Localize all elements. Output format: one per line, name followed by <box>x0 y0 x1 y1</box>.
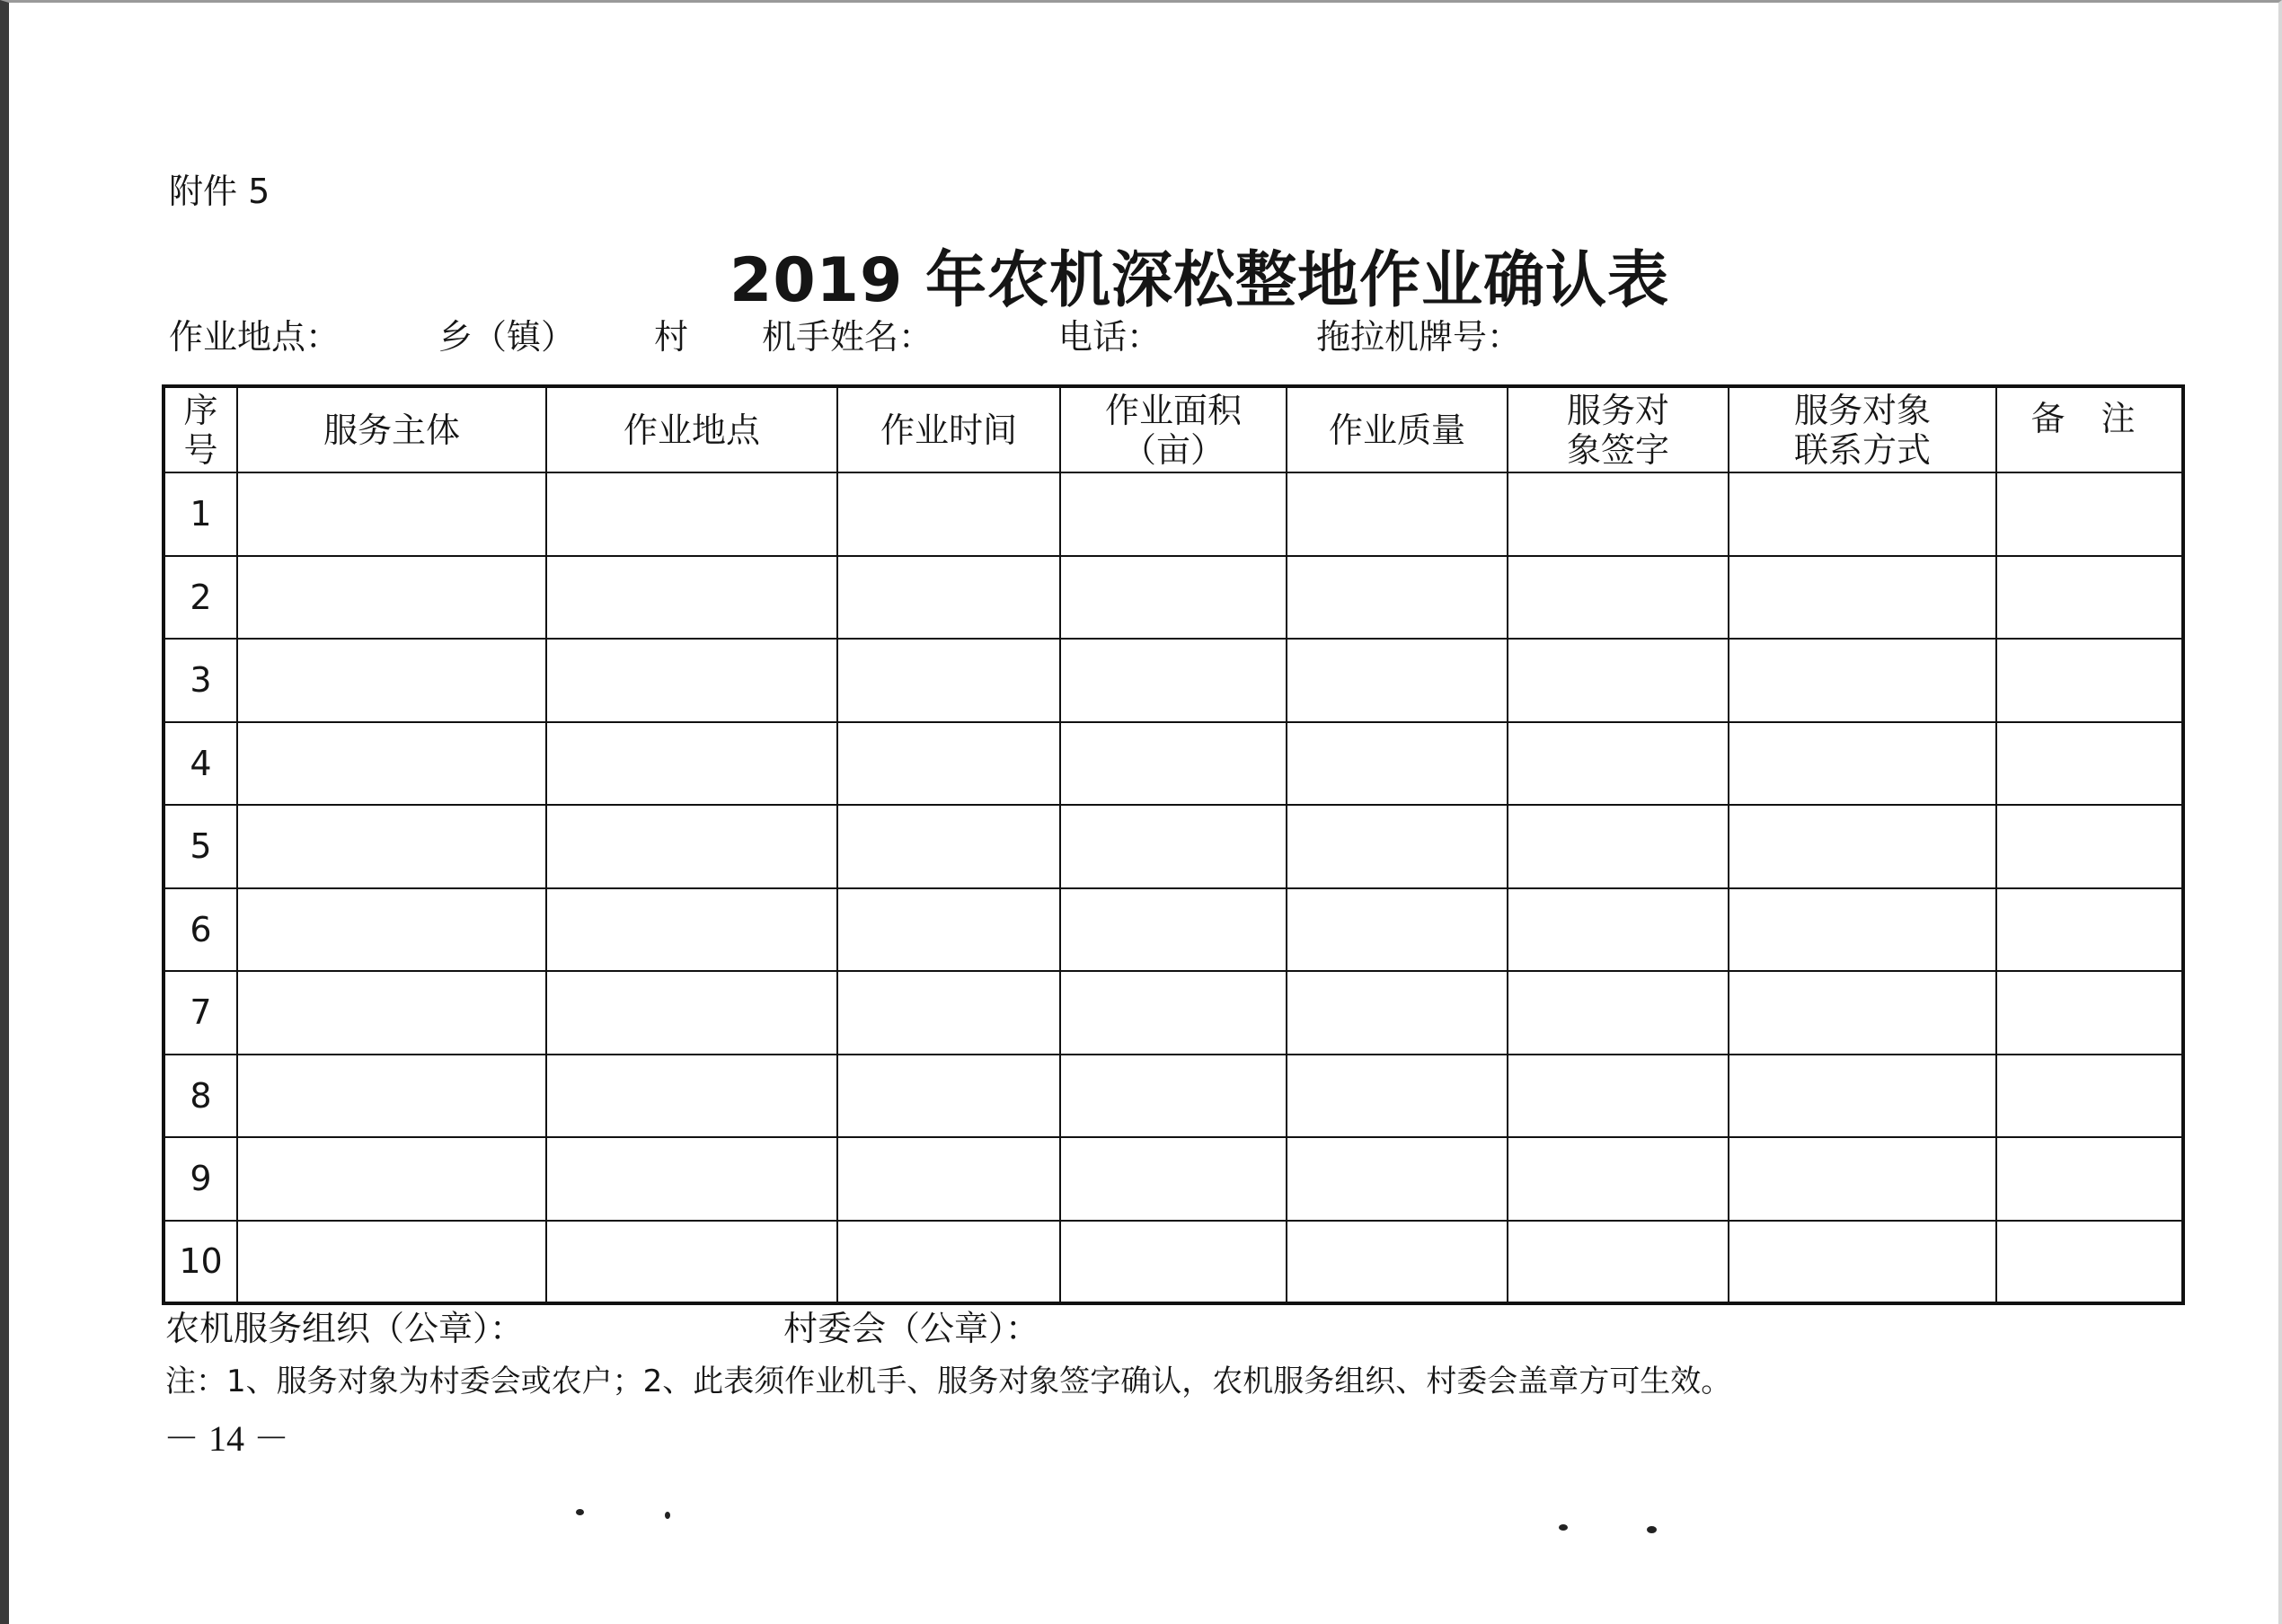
header-location: 作业地点 <box>546 386 837 472</box>
cell-area[interactable] <box>1060 805 1287 888</box>
cell-remark[interactable] <box>1996 472 2183 556</box>
township-label: 乡（镇） <box>438 317 576 357</box>
table-row <box>164 971 2183 1055</box>
cell-contact[interactable] <box>1729 1137 1996 1221</box>
cell-location[interactable] <box>546 888 837 972</box>
footnote: 注：1、服务对象为村委会或农户；2、此表须作业机手、服务对象签字确认，农机服务组织、村委会盖章方可生效。 <box>165 1364 1732 1399</box>
operator-name-label: 机手姓名： <box>762 317 933 357</box>
table-row <box>164 472 2183 556</box>
cell-contact[interactable] <box>1729 722 1996 806</box>
cell-area[interactable] <box>1060 1137 1287 1221</box>
cell-quality[interactable] <box>1287 888 1508 972</box>
confirmation-table <box>162 384 2185 1305</box>
row-number: 6 <box>164 888 237 972</box>
cell-quality[interactable] <box>1287 805 1508 888</box>
cell-location[interactable] <box>546 1221 837 1304</box>
row-number: 1 <box>164 472 237 556</box>
row-number: 7 <box>164 971 237 1055</box>
table-row <box>164 639 2183 722</box>
table-row <box>164 556 2183 640</box>
cell-signature[interactable] <box>1508 971 1729 1055</box>
cell-location[interactable] <box>546 639 837 722</box>
cell-time[interactable] <box>837 1137 1060 1221</box>
cell-location[interactable] <box>546 472 837 556</box>
cell-signature[interactable] <box>1508 888 1729 972</box>
cell-signature[interactable] <box>1508 1221 1729 1304</box>
row-number: 3 <box>164 639 237 722</box>
attachment-label: 附件 5 <box>169 172 270 211</box>
village-label: 村 <box>654 317 689 357</box>
cell-signature[interactable] <box>1508 722 1729 806</box>
header-contact: 服务对象 联系方式 <box>1729 386 1996 472</box>
cell-location[interactable] <box>546 556 837 640</box>
scan-speck <box>665 1512 670 1519</box>
cell-area[interactable] <box>1060 971 1287 1055</box>
cell-contact[interactable] <box>1729 971 1996 1055</box>
table-row <box>164 722 2183 806</box>
cell-location[interactable] <box>546 1137 837 1221</box>
cell-time[interactable] <box>837 1221 1060 1304</box>
title-text: 2019 年农机深松整地作业确认表 <box>730 245 1669 316</box>
cell-time[interactable] <box>837 722 1060 806</box>
row-number: 5 <box>164 805 237 888</box>
cell-contact[interactable] <box>1729 556 1996 640</box>
cell-area[interactable] <box>1060 639 1287 722</box>
table-row <box>164 805 2183 888</box>
cell-provider[interactable] <box>237 805 546 888</box>
header-signature: 服务对 象签字 <box>1508 386 1729 472</box>
page-number: － 14 － <box>164 1418 289 1459</box>
cell-signature[interactable] <box>1508 639 1729 722</box>
cell-provider[interactable] <box>237 1221 546 1304</box>
cell-contact[interactable] <box>1729 1221 1996 1304</box>
village-committee-seal-label: 村委会（公章）： <box>783 1309 1040 1348</box>
row-number: 9 <box>164 1137 237 1221</box>
cell-provider[interactable] <box>237 472 546 556</box>
cell-time[interactable] <box>837 639 1060 722</box>
cell-contact[interactable] <box>1729 888 1996 972</box>
table-row <box>164 888 2183 972</box>
cell-contact[interactable] <box>1729 639 1996 722</box>
row-number: 2 <box>164 556 237 640</box>
cell-provider[interactable] <box>237 888 546 972</box>
row-number: 8 <box>164 1055 237 1138</box>
org-seal-label: 农机服务组织（公章）： <box>165 1309 525 1348</box>
cell-signature[interactable] <box>1508 1055 1729 1138</box>
cell-area[interactable] <box>1060 556 1287 640</box>
cell-provider[interactable] <box>237 556 546 640</box>
cell-remark[interactable] <box>1996 1137 2183 1221</box>
cell-provider[interactable] <box>237 971 546 1055</box>
table-body <box>164 472 2183 1303</box>
table-header-row <box>164 386 2183 472</box>
cell-quality[interactable] <box>1287 1055 1508 1138</box>
header-quality: 作业质量 <box>1287 386 1508 472</box>
cell-remark[interactable] <box>1996 639 2183 722</box>
cell-quality[interactable] <box>1287 722 1508 806</box>
location-label: 作业地点： <box>169 317 341 357</box>
cell-quality[interactable] <box>1287 472 1508 556</box>
page-title <box>0 232 2282 319</box>
cell-remark[interactable] <box>1996 722 2183 806</box>
scan-speck <box>576 1509 584 1515</box>
cell-time[interactable] <box>837 1055 1060 1138</box>
cell-remark[interactable] <box>1996 1221 2183 1304</box>
header-time: 作业时间 <box>837 386 1060 472</box>
tractor-plate-label: 拖拉机牌号： <box>1316 317 1522 357</box>
cell-time[interactable] <box>837 805 1060 888</box>
cell-area[interactable] <box>1060 888 1287 972</box>
cell-remark[interactable] <box>1996 556 2183 640</box>
cell-contact[interactable] <box>1729 1055 1996 1138</box>
cell-quality[interactable] <box>1287 971 1508 1055</box>
cell-provider[interactable] <box>237 1055 546 1138</box>
row-number: 4 <box>164 722 237 806</box>
cell-quality[interactable] <box>1287 639 1508 722</box>
header-area: 作业面积 （亩） <box>1060 386 1287 472</box>
header-provider: 服务主体 <box>237 386 546 472</box>
cell-quality[interactable] <box>1287 556 1508 640</box>
cell-contact[interactable] <box>1729 472 1996 556</box>
cell-remark[interactable] <box>1996 888 2183 972</box>
cell-remark[interactable] <box>1996 1055 2183 1138</box>
cell-remark[interactable] <box>1996 971 2183 1055</box>
table-row <box>164 1221 2183 1304</box>
cell-location[interactable] <box>546 1055 837 1138</box>
table-row <box>164 1137 2183 1221</box>
cell-signature[interactable] <box>1508 472 1729 556</box>
cell-signature[interactable] <box>1508 805 1729 888</box>
cell-location[interactable] <box>546 971 837 1055</box>
cell-signature[interactable] <box>1508 1137 1729 1221</box>
cell-area[interactable] <box>1060 1221 1287 1304</box>
cell-provider[interactable] <box>237 1137 546 1221</box>
cell-location[interactable] <box>546 722 837 806</box>
cell-time[interactable] <box>837 888 1060 972</box>
cell-area[interactable] <box>1060 1055 1287 1138</box>
scan-speck <box>1647 1526 1657 1533</box>
cell-provider[interactable] <box>237 639 546 722</box>
cell-signature[interactable] <box>1508 556 1729 640</box>
cell-remark[interactable] <box>1996 805 2183 888</box>
header-remark: 备 注 <box>1996 386 2183 472</box>
cell-time[interactable] <box>837 472 1060 556</box>
cell-area[interactable] <box>1060 472 1287 556</box>
scan-speck <box>1559 1524 1568 1531</box>
cell-quality[interactable] <box>1287 1137 1508 1221</box>
cell-time[interactable] <box>837 556 1060 640</box>
phone-label: 电话： <box>1058 317 1162 357</box>
cell-time[interactable] <box>837 971 1060 1055</box>
cell-provider[interactable] <box>237 722 546 806</box>
cell-contact[interactable] <box>1729 805 1996 888</box>
cell-location[interactable] <box>546 805 837 888</box>
header-seq: 序 号 <box>164 386 237 472</box>
cell-area[interactable] <box>1060 722 1287 806</box>
row-number: 10 <box>164 1221 237 1304</box>
table-row <box>164 1055 2183 1138</box>
cell-quality[interactable] <box>1287 1221 1508 1304</box>
